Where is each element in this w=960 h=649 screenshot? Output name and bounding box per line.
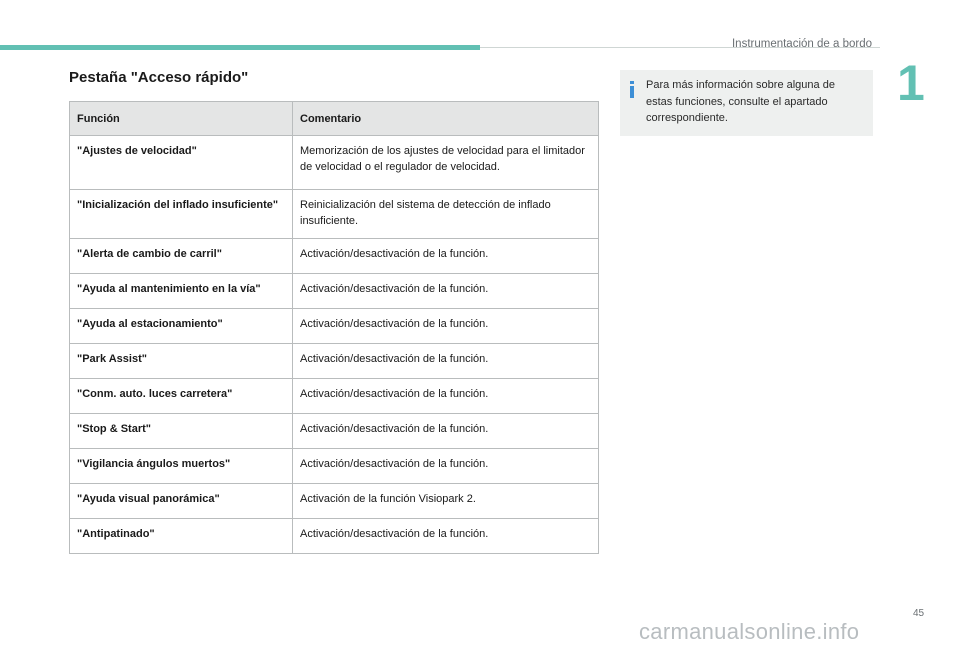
chapter-number: 1 [897,55,925,111]
function-cell: "Park Assist" [70,343,293,378]
page-number: 45 [913,608,925,619]
comment-cell: Activación/desactivación de la función. [293,308,599,343]
table-row [70,378,599,413]
page-title: Pestaña "Acceso rápido" [69,69,249,86]
table-row [70,136,599,190]
table-body [70,136,599,554]
comment-cell: Activación/desactivación de la función. [293,448,599,483]
function-cell: "Ajustes de velocidad" [70,136,293,190]
watermark: carmanualsonline.info [639,619,860,644]
comment-cell: Memorización de los ajustes de velocidad para el limitador de velocidad o el regulador de velocidad. [293,136,599,190]
function-cell: "Alerta de cambio de carril" [70,238,293,273]
function-cell: "Ayuda visual panorámica" [70,483,293,518]
comment-cell: Activación/desactivación de la función. [293,378,599,413]
info-note [620,70,873,136]
function-cell: "Antipatinado" [70,518,293,553]
function-cell: "Stop & Start" [70,413,293,448]
table-row [70,273,599,308]
header-accent-bar [0,45,480,50]
table-row [70,343,599,378]
info-icon [629,81,635,98]
function-cell: "Vigilancia ángulos muertos" [70,448,293,483]
functions-table [69,101,599,554]
table-row [70,238,599,273]
comment-cell: Activación/desactivación de la función. [293,343,599,378]
comment-cell: Activación de la función Visiopark 2. [293,483,599,518]
comment-cell: Activación/desactivación de la función. [293,238,599,273]
table-row [70,190,599,239]
table-row [70,308,599,343]
table-row [70,448,599,483]
info-note-text: Para más información sobre alguna de estas funciones, consulte el apartado correspondiente. [646,79,835,124]
chapter-title: Instrumentación de a bordo [731,38,872,50]
comment-cell: Activación/desactivación de la función. [293,518,599,553]
comment-cell: Activación/desactivación de la función. [293,273,599,308]
function-cell: "Ayuda al estacionamiento" [70,308,293,343]
function-cell: "Conm. auto. luces carretera" [70,378,293,413]
comment-cell: Reinicialización del sistema de detección de inflado insuficiente. [293,190,599,239]
function-cell: "Inicialización del inflado insuficiente" [70,190,293,239]
table-row [70,518,599,553]
table-header-row [70,102,599,136]
column-header-function: Función [70,102,293,136]
table-row [70,413,599,448]
column-header-comment: Comentario [293,102,599,136]
table-row [70,483,599,518]
comment-cell: Activación/desactivación de la función. [293,413,599,448]
function-cell: "Ayuda al mantenimiento en la vía" [70,273,293,308]
